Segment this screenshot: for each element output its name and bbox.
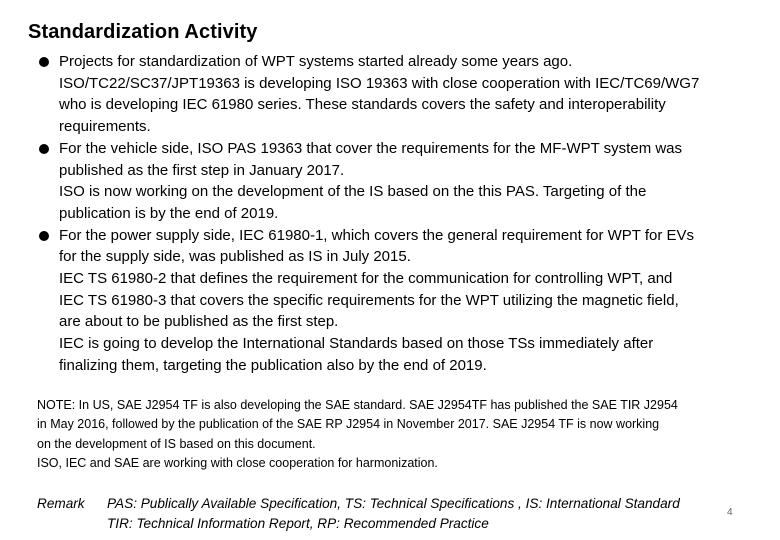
remark-line: PAS: Publically Available Specification, TS: Technical Specifications , IS: International Standard (107, 496, 680, 511)
bullet-line: IEC is going to develop the International Standards based on those TSs immediately after (59, 335, 654, 353)
note-line: NOTE: In US, SAE J2954 TF is also developing the SAE standard. SAE J2954TF has published the SAE TIR J2954 (37, 398, 678, 412)
bullet-dot-icon (39, 231, 49, 241)
note-line: on the development of IS based on this document. (37, 436, 316, 451)
bullet-line: IEC TS 61980-2 that defines the requirement for the communication for controlling WPT, and (59, 270, 673, 288)
bullet-line: ISO is now working on the development of the IS based on the this PAS. Targeting of the (59, 183, 647, 201)
bullet-item (39, 138, 769, 225)
page-number: 4 (727, 507, 733, 518)
bullet-line: for the supply side, was published as IS in July 2015. (59, 248, 411, 266)
remark-definitions (107, 494, 680, 533)
bullet-line: are about to be published as the first step. (59, 313, 339, 331)
bullet-line: published as the first step in January 2017. (59, 161, 345, 179)
bullet-line: publication is by the end of 2019. (59, 204, 279, 222)
bullet-line: ISO/TC22/SC37/JPT19363 is developing ISO 19363 with close cooperation with IEC/TC69/WG7 (59, 74, 700, 92)
bullet-dot-icon (39, 144, 49, 154)
bullet-list (39, 51, 769, 377)
bullet-item (39, 51, 769, 138)
bullet-line: For the vehicle side, ISO PAS 19363 that cover the requirements for the MF-WPT system was (59, 139, 683, 157)
remark-label: Remark (37, 496, 85, 511)
bullet-line: IEC TS 61980-3 that covers the specific requirements for the WPT utilizing the magnetic field, (59, 291, 679, 309)
bullet-item (39, 225, 769, 377)
bullet-line: who is developing IEC 61980 series. These standards covers the safety and interoperability (59, 96, 666, 114)
bullet-line: finalizing them, targeting the publication also by the end of 2019. (59, 356, 487, 374)
remark-line: TIR: Technical Information Report, RP: Recommended Practice (107, 515, 489, 531)
bullet-dot-icon (39, 57, 49, 67)
note-block (37, 396, 777, 473)
bullet-line: Projects for standardization of WPT systems started already some years ago. (59, 53, 573, 70)
note-line: ISO, IEC and SAE are working with close cooperation for harmonization. (37, 455, 438, 470)
slide-title: Standardization Activity (28, 21, 258, 43)
note-line: in May 2016, followed by the publication of the SAE RP J2954 in November 2017. SAE J2954 TF is now working (37, 417, 660, 432)
bullet-line: requirements. (59, 118, 151, 136)
bullet-line: For the power supply side, IEC 61980-1, which covers the general requirement for WPT for EVs (59, 226, 695, 244)
